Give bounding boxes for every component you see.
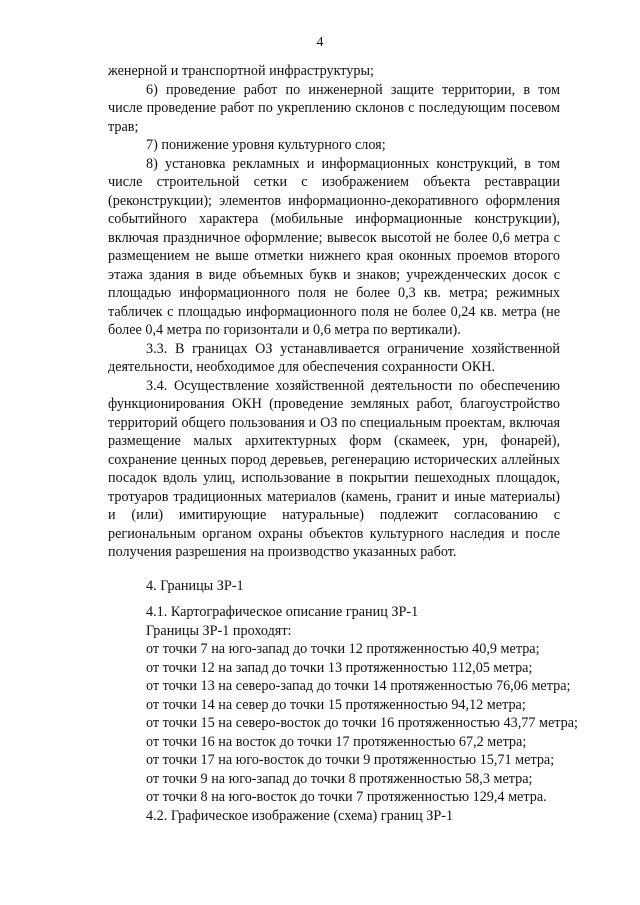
section-4-1-heading: 4.1. Картографическое описание границ ЗР-1 [146, 604, 419, 620]
boundary-line: от точки 7 на юго-запад до точки 12 протяженностью 40,9 метра; [146, 641, 540, 657]
paragraph-item-8: 8) установка рекламных и информационных конструкций, в том числе строительной сетки с изображением объекта реставрации (реконструкции); элементов информационно-декоративного оформления событийного характера (мобильные информационные конструкции), включая праздничное оформление; вывесок высотой не более 0,6 метра с размещением не выше отметки нижнего края оконных проемов второго этажа здания в виде объемных букв и знаков; учрежденческих досок с площадью информационного поля не более 0,3 кв. метра; режимных табличек с площадью информационного поля не более 0,24 кв. метра (не более 0,4 метра по горизонтали и 0,6 метра по вертикали). [108, 155, 560, 338]
paragraph-continuation: женерной и транспортной инфраструктуры; [108, 63, 374, 79]
boundary-line: от точки 16 на восток до точки 17 протяженностью 67,2 метра; [146, 733, 527, 750]
boundary-line: от точки 13 на северо-запад до точки 14 протяженностью 76,06 метра; [146, 678, 571, 694]
boundary-line: от точки 12 на запад до точки 13 протяженностью 112,05 метра; [146, 659, 533, 676]
page-number: 4 [316, 35, 324, 50]
paragraph-3-4: 3.4. Осуществление хозяйственной деятельности по обеспечению функционирования ОКН (проведение земляных работ, благоустройство территорий общего пользования и ОЗ по специальным проектам, включая размещение малых архитектурных форм (скамеек, урн, фонарей), сохранение ценных пород деревьев, регенерацию исторических аллейных посадок вдоль улиц, использование в покрытии пешеходных площадок, тротуаров традиционных материалов (камень, гранит и иные материалы) и (или) имитирующие натуральные) подлежит согласованию с региональным органом охраны объектов культурного наследия и после получения разрешения на производство указанных работ. [108, 377, 560, 560]
paragraph-3-3: 3.3. В границах ОЗ устанавливается ограничение хозяйственной деятельности, необходимое для обеспечения сохранности ОКН. [108, 340, 560, 375]
section-4-2-heading: 4.2. Графическое изображение (схема) границ ЗР-1 [146, 807, 454, 824]
boundary-line: от точки 8 на юго-восток до точки 7 протяженностью 129,4 метра. [146, 789, 547, 805]
boundary-line: от точки 9 на юго-запад до точки 8 протяженностью 58,3 метра; [146, 770, 533, 787]
section-4-heading: 4. Границы ЗР-1 [146, 577, 244, 594]
document-body [108, 62, 578, 825]
boundaries-intro: Границы ЗР-1 проходят: [146, 622, 292, 639]
boundary-line: от точки 15 на северо-восток до точки 16 протяженностью 43,77 метра; [146, 715, 578, 731]
paragraph-item-7: 7) понижение уровня культурного слоя; [146, 137, 386, 153]
paragraph-item-6: 6) проведение работ по инженерной защите территории, в том числе проведение работ по укреплению склонов с последующим посевом трав; [108, 81, 560, 135]
boundary-line: от точки 14 на север до точки 15 протяженностью 94,12 метра; [146, 696, 526, 713]
boundary-line: от точки 17 на юго-восток до точки 9 протяженностью 15,71 метра; [146, 752, 555, 768]
